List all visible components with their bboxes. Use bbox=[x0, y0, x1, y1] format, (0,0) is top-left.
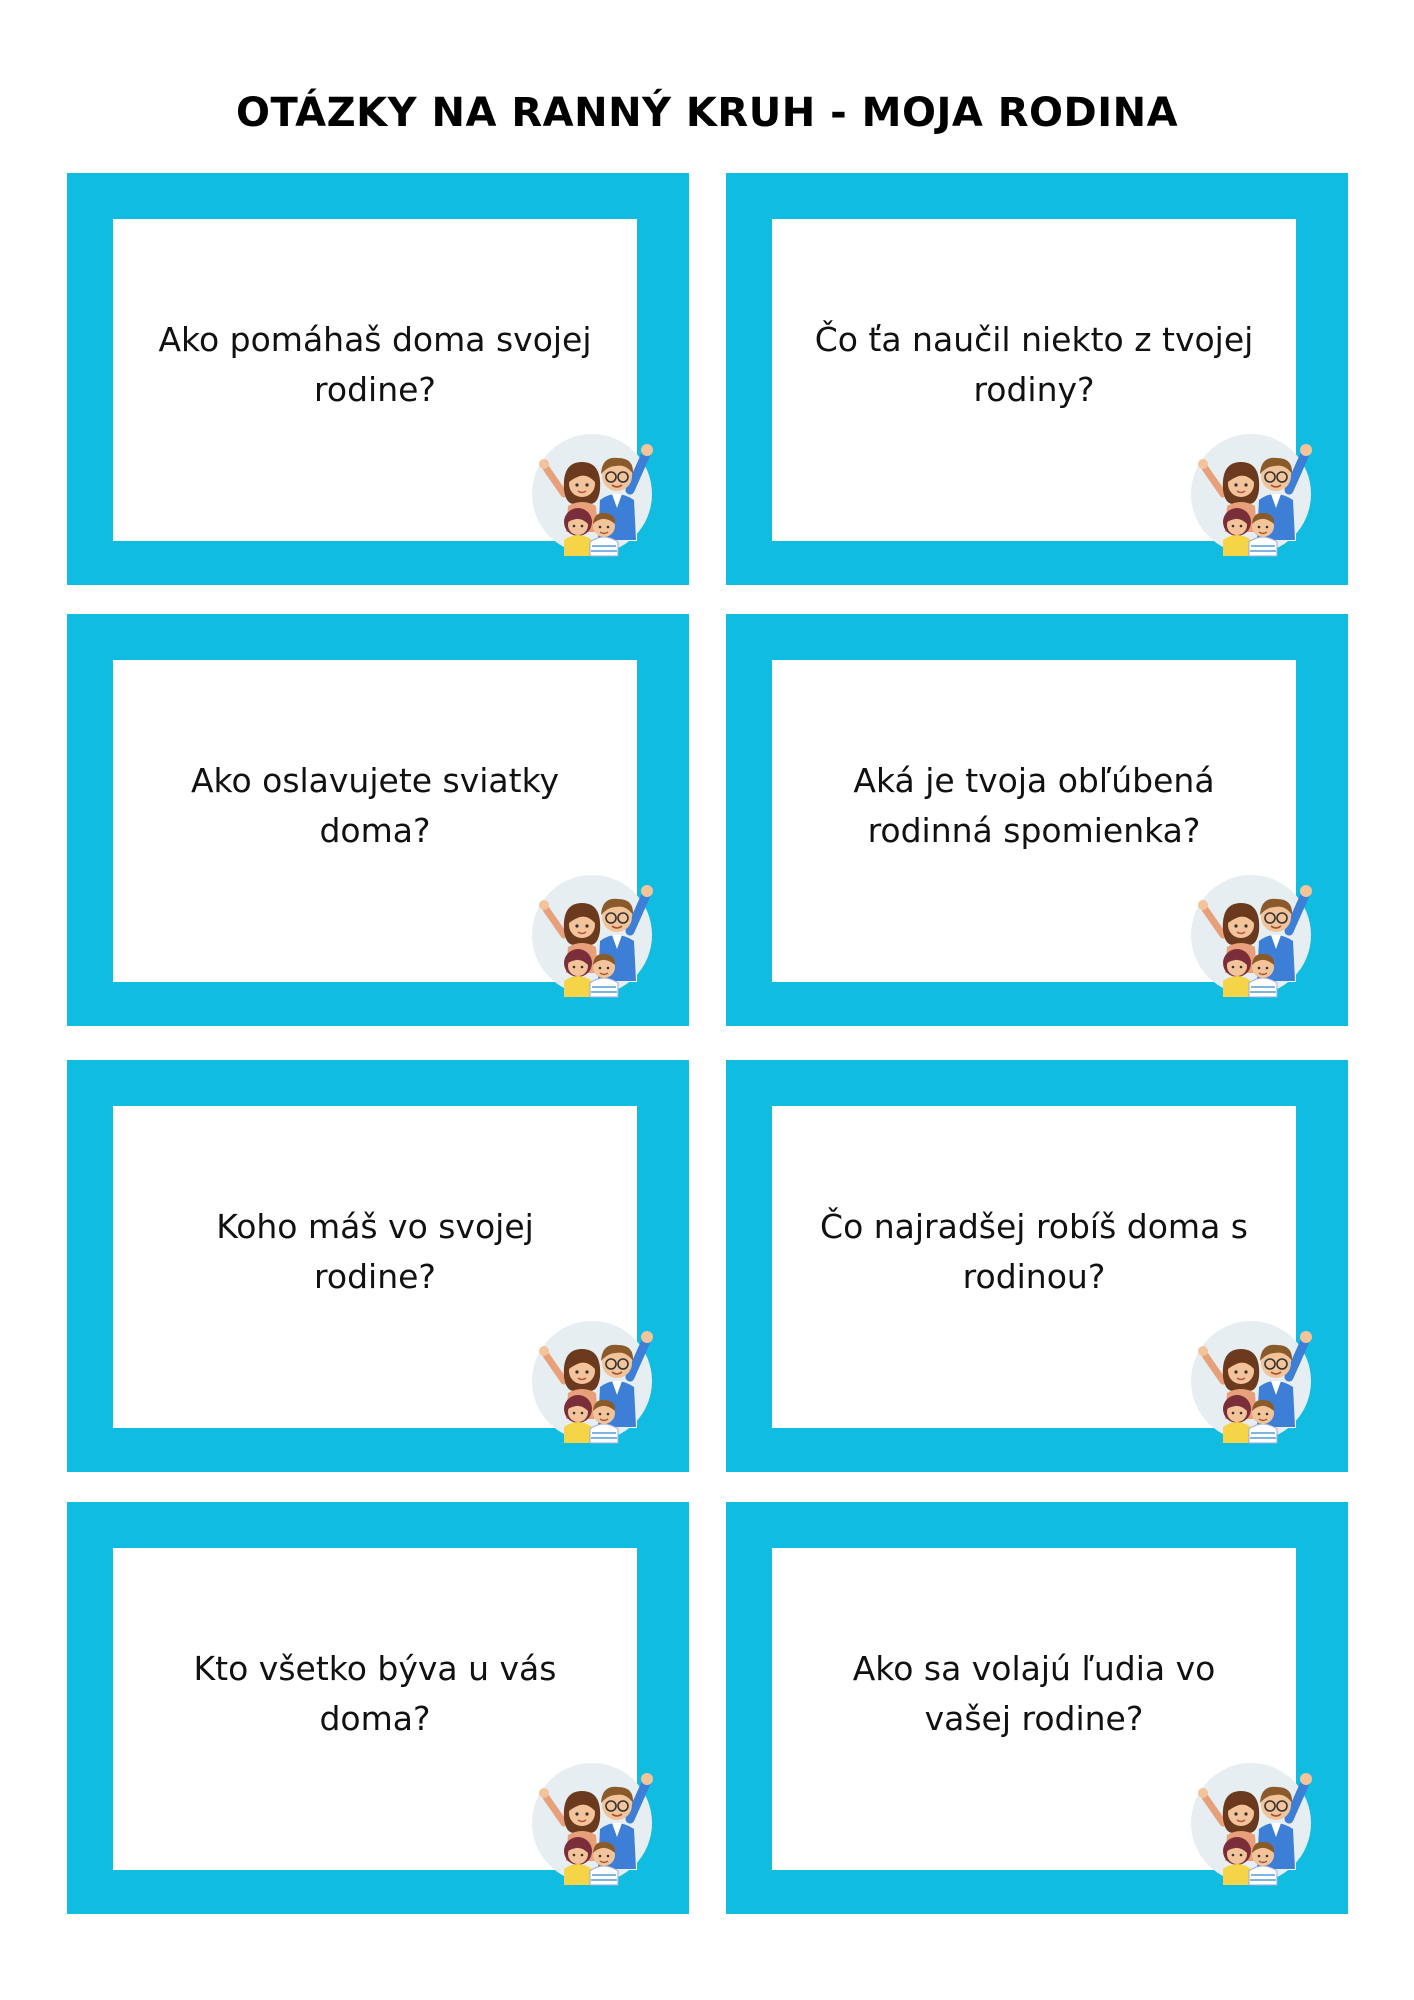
family-icon bbox=[1189, 428, 1319, 558]
family-icon bbox=[530, 1315, 660, 1445]
question-card bbox=[67, 614, 689, 1026]
family-icon bbox=[1189, 1315, 1319, 1445]
question-card bbox=[67, 1060, 689, 1472]
card-question: Ako sa volajú ľudia vo vašej rodine? bbox=[852, 1649, 1216, 1738]
question-card bbox=[726, 173, 1348, 585]
family-icon bbox=[1189, 1757, 1319, 1887]
question-card bbox=[726, 1060, 1348, 1472]
card-question: Čo ťa naučil niekto z tvojej rodiny? bbox=[814, 320, 1254, 409]
question-card bbox=[726, 614, 1348, 1026]
question-card bbox=[67, 1502, 689, 1914]
card-question: Čo najradšej robíš doma s rodinou? bbox=[820, 1207, 1248, 1296]
card-question: Ako oslavujete sviatky doma? bbox=[190, 761, 560, 850]
question-card bbox=[726, 1502, 1348, 1914]
page-title: OTÁZKY NA RANNÝ KRUH - MOJA RODINA bbox=[235, 90, 1179, 136]
question-card bbox=[67, 173, 689, 585]
card-question: Aká je tvoja obľúbená rodinná spomienka? bbox=[853, 761, 1215, 850]
card-question: Kto všetko býva u vás doma? bbox=[193, 1649, 557, 1738]
family-icon bbox=[530, 869, 660, 999]
family-icon bbox=[1189, 869, 1319, 999]
family-icon bbox=[530, 428, 660, 558]
family-icon bbox=[530, 1757, 660, 1887]
card-question: Koho máš vo svojej rodine? bbox=[216, 1207, 534, 1296]
card-question: Ako pomáhaš doma svojej rodine? bbox=[158, 320, 592, 409]
